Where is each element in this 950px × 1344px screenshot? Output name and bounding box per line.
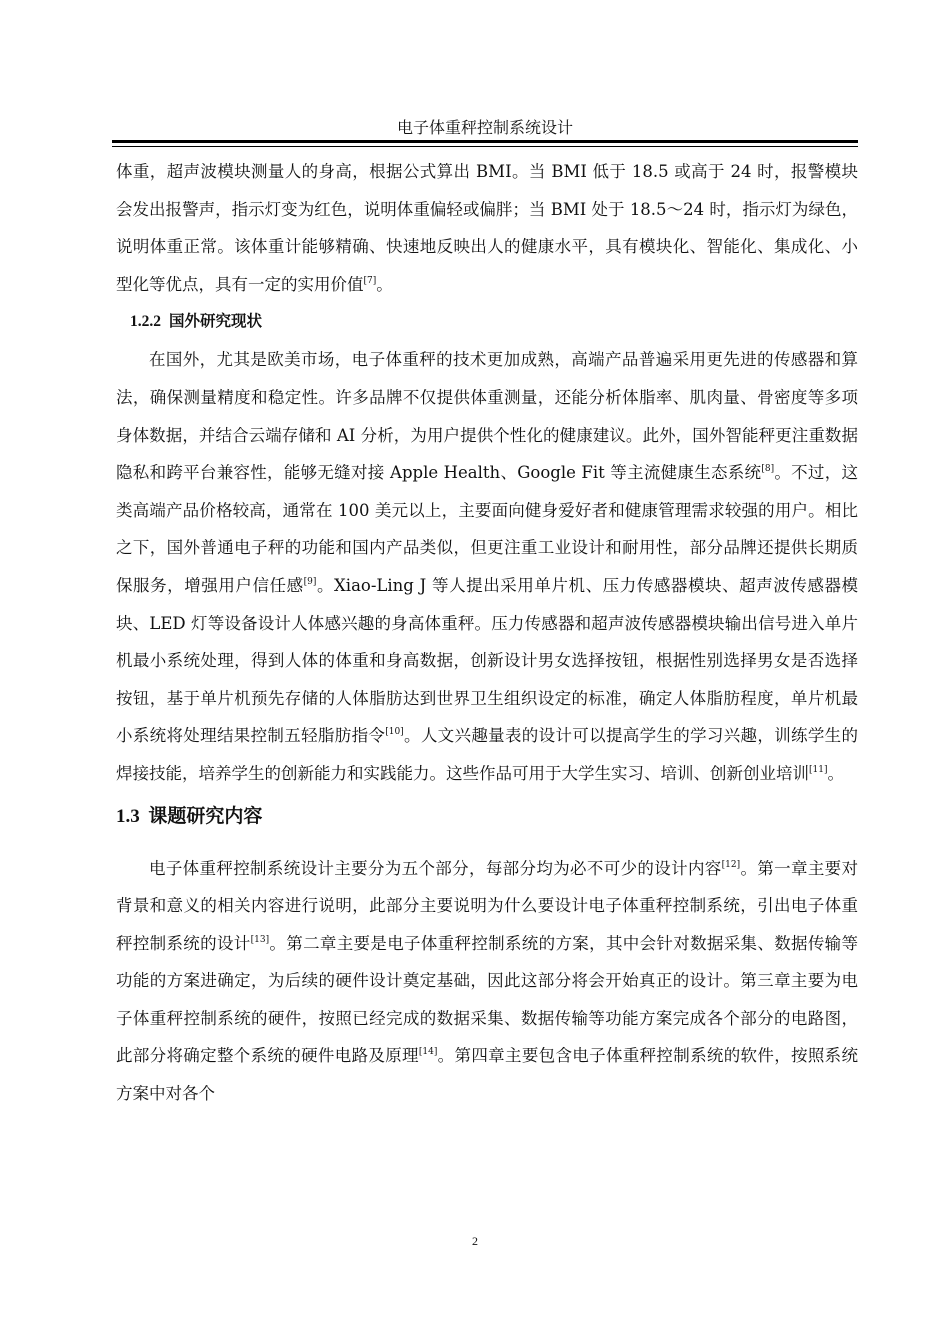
subsection-heading xyxy=(116,303,858,341)
citation: [8] xyxy=(761,464,775,475)
subsection-number: 1.2.2 xyxy=(130,313,161,331)
citation: [14] xyxy=(418,1047,438,1058)
running-header: 电子体重秤控制系统设计 xyxy=(396,118,573,137)
citation: [11] xyxy=(809,764,828,775)
subsection-title: 国外研究现状 xyxy=(169,312,263,331)
body-text xyxy=(116,153,858,1113)
section-number: 1.3 xyxy=(116,805,140,827)
citation: [13] xyxy=(250,934,270,945)
citation: [7] xyxy=(363,275,377,286)
citation: [10] xyxy=(385,727,404,738)
header-rule-thick xyxy=(112,140,858,143)
citation: [9] xyxy=(303,576,317,587)
paragraph-continued: 体重，超声波模块测量人的身高，根据公式算出 BMI。当 BMI 低于 18.5 或高于 24 时，报警模块会发出报警声，指示灯变为红色，说明体重偏轻或偏胖；当 BMI 处于 18.5～24 时，指示灯为绿色，说明体重正常。该体重计能够精确、快速地反映出人的健康水平，具有模块化、智能化、集成化、小型化等优点，具有一定的实用价值[7]。 xyxy=(116,162,858,294)
page-number: 2 xyxy=(472,1234,478,1248)
section-title: 课题研究内容 xyxy=(148,804,263,827)
header-rule-thin xyxy=(112,146,858,147)
paragraph-foreign-research: 在国外，尤其是欧美市场，电子体重秤的技术更加成熟，高端产品普遍采用更先进的传感器和算法，确保测量精度和稳定性。许多品牌不仅提供体重测量，还能分析体脂率、肌肉量、骨密度等多项身体数据，并结合云端存储和 AI 分析，为用户提供个性化的健康建议。此外，国外智能秤更注重数据隐私和跨平台兼容性，能够无缝对接 Apple Health、Google Fit 等主流健康生态系统[8]。不过，这类高端产品价格较高，通常在 100 美元以上，主要面向健身爱好者和健康管理需求较强的用户。相比之下，国外普通电子秤的功能和国内产品类似，但更注重工业设计和耐用性，部分品牌还提供长期质保服务，增强用户信任感[9]。Xiao-Ling J 等人提出采用单片机、压力传感器模块、超声波传感器模块、LED 灯等设备设计人体感兴趣的身高体重秤。压力传感器和超声波传感器模块输出信号进入单片机最小系统处理，得到人体的体重和身高数据，创新设计男女选择按钮，根据性别选择男女是否选择按钮，基于单片机预先存储的人体脂肪达到世界卫生组织设定的标准，确定人体脂肪程度，单片机最小系统将处理结果控制五轻脂肪指令[10]。人文兴趣量表的设计可以提高学生的学习兴趣，训练学生的焊接技能，培养学生的创新能力和实践能力。这些作品可用于大学生实习、培训、创新创业培训[11]。 xyxy=(116,350,859,783)
citation: [12] xyxy=(721,859,741,870)
paragraph-research-content: 电子体重秤控制系统设计主要分为五个部分，每部分均为必不可少的设计内容[12]。第一章主要对背景和意义的相关内容进行说明，此部分主要说明为什么要设计电子体重秤控制系统，引出电子体重秤控制系统的设计[13]。第二章主要是电子体重秤控制系统的方案，其中会针对数据采集、数据传输等功能的方案进确定，为后续的硬件设计奠定基础，因此这部分将会开始真正的设计。第三章主要为电子体重秤控制系统的硬件，按照已经完成的数据采集、数据传输等功能方案完成各个部分的电路图，此部分将确定整个系统的硬件电路及原理[14]。第四章主要包含电子体重秤控制系统的软件，按照系统方案中对各个 xyxy=(116,858,859,1104)
section-heading xyxy=(116,793,858,850)
paragraph-text: 体重，超声波模块测量人的身高，根据公式算出 BMI。当 BMI 低于 18.5 或高于 24 时，报警模块会发出报警声，指示灯变为红色，说明体重偏轻或偏胖；当 BMI 处于 18.5～24 时，指示灯为绿色，说明体重正常。该体重计能够精确、快速地反映出人的健康水平，具有模块化、智能化、集成化、小型化等优点，具有一定的实用价值 xyxy=(116,162,858,294)
